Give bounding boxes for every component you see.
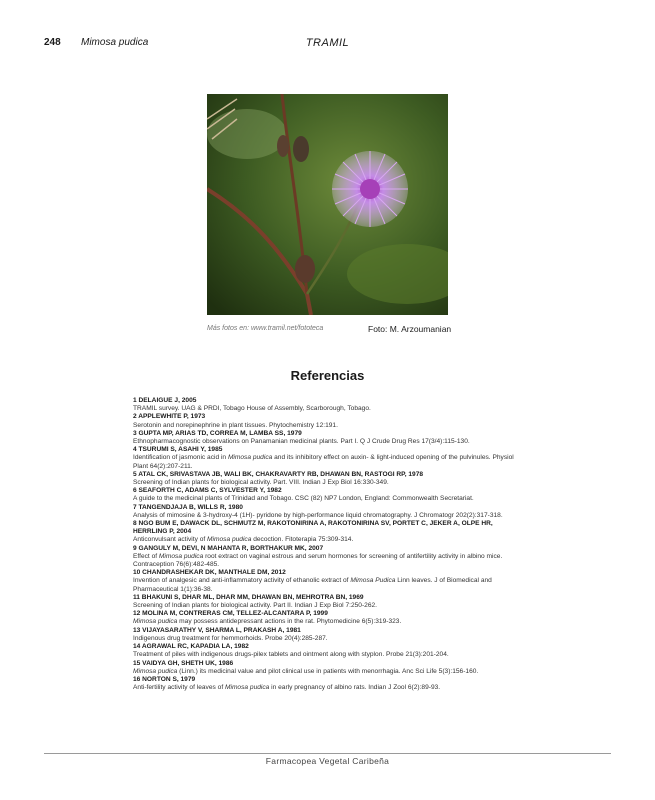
reference-authors: 2 APPLEWHITE P, 1973 <box>133 413 206 421</box>
reference-authors: 5 ATAL CK, SRIVASTAVA JB, WALI BK, CHAKRAVARTY RB, DHAWAN BN, RASTOGI RP, 1978 <box>133 470 424 478</box>
reference-citation: A guide to the medicinal plants of Trinidad and Tobago. CSC (82) NP7 London, England: Commonwealth Secretariat. <box>133 495 474 503</box>
photo-credit: Foto: M. Arzoumanian <box>368 324 452 334</box>
footer-divider <box>44 753 611 754</box>
reference-citation: Analysis of mimosine & 3-hydroxy-4 (1H)- pyridone by high-performance liquid chromatography. J Chromatogr 202(2):317-318. <box>133 511 503 519</box>
reference-citation: Screening of Indian plants for biological activity. Part II. Indian J Exp Biol 7:250-262. <box>133 602 377 610</box>
reference-citation: Invention of analgesic and anti-inflammatory activity of ethanolic extract of Mimosa Pudica Linn leaves. J of Biomedical and Pharmaceutical 1(1):36-38. <box>133 577 492 593</box>
mimosa-photo <box>207 94 448 315</box>
page-header <box>44 37 611 51</box>
reference-authors: 7 TANGENDJAJA B, WILLS R, 1980 <box>133 503 243 511</box>
photo-gallery-link[interactable]: Más fotos en: www.tramil.net/fototeca <box>207 325 324 332</box>
reference-authors: 3 GUPTA MP, ARIAS TD, CORREA M, LAMBA SS, 1979 <box>133 429 302 437</box>
reference-citation: Mimosa pudica (Linn.) its medicinal value and pilot clinical use in patients with menorrhagia. Anc Sci Life 5(3):156-160. <box>133 667 479 675</box>
brand-title: TRAMIL <box>305 37 350 49</box>
reference-citation: Identification of jasmonic acid in Mimosa pudica and its inhibitory effect on auxin- & light-induced opening of the pulvinules. Physiol Plant 64(2):207-211. <box>133 454 514 470</box>
reference-citation: TRAMIL survey. UAG & PRDI, Tobago House of Assembly, Scarborough, Tobago. <box>133 405 371 413</box>
reference-citation: Ethnopharmacognostic observations on Panamanian medicinal plants. Part I. Q J Crude Drug Res 17(3/4):115-130. <box>133 438 470 446</box>
reference-authors: 9 GANGULY M, DEVI, N MAHANTA R, BORTHAKUR MK, 2007 <box>133 544 324 552</box>
reference-authors: 14 AGRAWAL RC, KAPADIA LA, 1982 <box>133 643 249 651</box>
reference-citation: Screening of Indian plants for biological activity. Part. VIII. Indian J Exp Biol 16:330-349. <box>133 479 389 487</box>
running-title: Mimosa pudica <box>81 37 149 48</box>
reference-authors: 10 CHANDRASHEKAR DK, MANTHALE DM, 2012 <box>133 569 286 577</box>
reference-authors: 15 VAIDYA GH, SHETH UK, 1986 <box>133 659 234 667</box>
reference-authors: 16 NORTON S, 1979 <box>133 675 196 683</box>
reference-citation: Mimosa pudica may possess antidepressant actions in the rat. Phytomedicine 6(5):319-323. <box>133 618 402 626</box>
reference-authors: 11 BHAKUNI S, DHAR ML, DHAR MM, DHAWAN BN, MEHROTRA BN, 1969 <box>133 593 364 601</box>
reference-authors: 13 VIJAYASARATHY V, SHARMA L, PRAKASH A, 1981 <box>133 626 301 634</box>
footer-text: Farmacopea Vegetal Caribeña <box>265 756 390 766</box>
reference-authors: 8 NGO BUM E, DAWACK DL, SCHMUTZ M, RAKOTONIRINA A, RAKOTONIRINA SV, PORTET C, JEKER A, OLPE HR, HERRLING P, 2004 <box>133 520 493 536</box>
reference-citation: Serotonin and norepinephrine in plant tissues. Phytochemistry 12:191. <box>133 421 338 429</box>
page-number: 248 <box>44 37 61 48</box>
reference-authors: 12 MOLINA M, CONTRERAS CM, TELLEZ-ALCANTARA P, 1999 <box>133 610 328 618</box>
reference-citation: Indigenous drug treatment for hemmorhoids. Probe 20(4):285-287. <box>133 634 328 642</box>
references-heading: Referencias <box>290 368 365 383</box>
reference-authors: 4 TSURUMI S, ASAHI Y, 1985 <box>133 446 223 454</box>
reference-authors: 1 DELAIGUE J, 2005 <box>133 397 197 404</box>
reference-authors: 6 SEAFORTH C, ADAMS C, SYLVESTER Y, 1982 <box>133 487 282 495</box>
reference-citation: Effect of Mimosa pudica root extract on vaginal estrous and serum hormones for screening of antifertility activity in albino mice. Contraception 76(6):482-485. <box>133 552 503 569</box>
reference-citation: Anti-fertility activity of leaves of Mimosa pudica in early pregnancy of albino rats. Indian J Zool 6(2):89-93. <box>133 684 441 692</box>
reference-citation: Treatment of piles with indigenous drugs-pilex tablets and ointment along with styplon. Probe 21(3):201-204. <box>133 651 449 659</box>
reference-citation: Anticonvulsant activity of Mimosa pudica decoction. Fitoterapia 75:309-314. <box>133 536 354 544</box>
references-list <box>133 397 525 692</box>
